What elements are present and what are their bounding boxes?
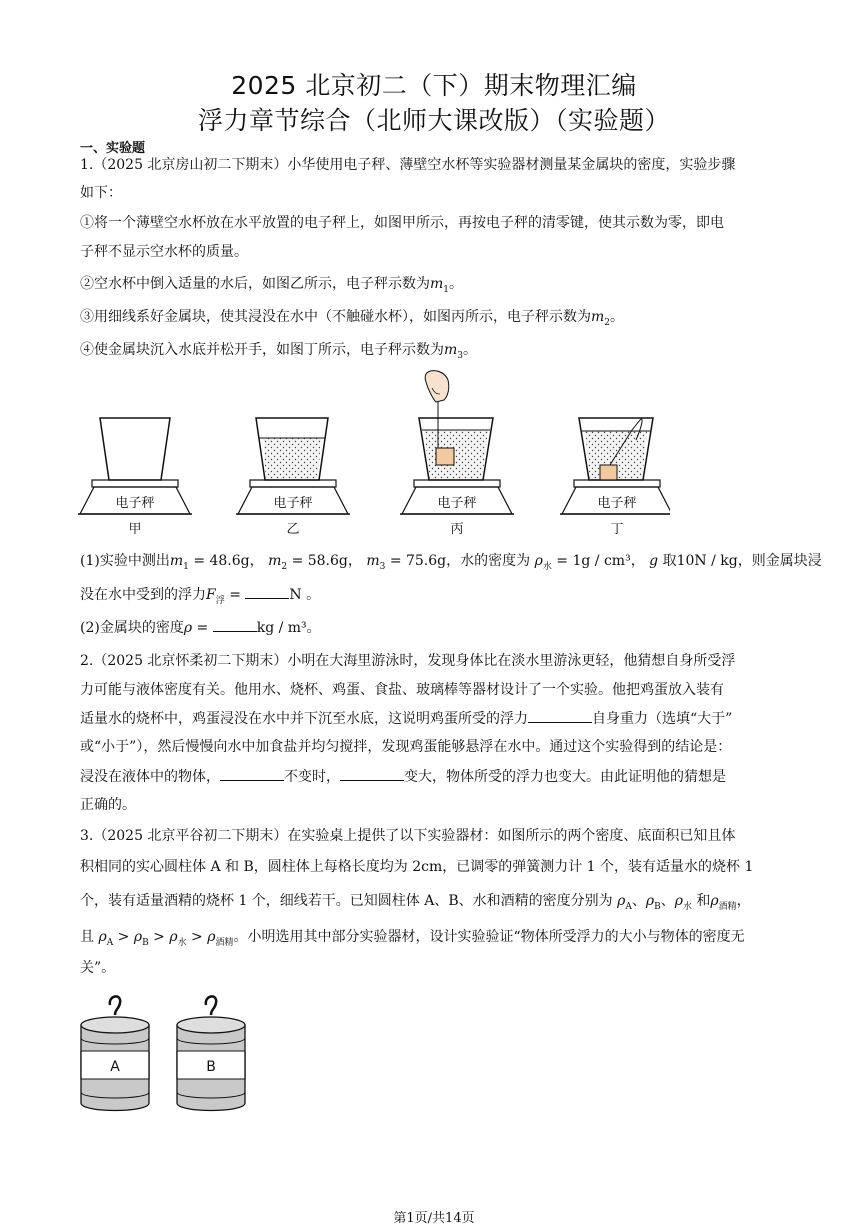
scale-yi [236, 418, 350, 537]
scale-ding [560, 418, 670, 537]
q3-line2: 积相同的实心圆柱体 A 和 B，圆柱体上每格长度均为 2cm，已调零的弹簧测力计 1 个，装有适量水的烧杯 1 [80, 859, 754, 875]
page-number: 第1页/共14页 [393, 1211, 475, 1226]
q3-line4: 且 $\rho_A > \rho_B > \rho_水 > \rho_{酒精}$。小明选用其中部分实验器材，设计实验验证“物体所受浮力的大小与物体的密度无 [80, 929, 745, 948]
caption-bing: 丙 [450, 522, 464, 537]
q1-step4: ④使金属块沉入水底并松开手，如图丁所示，电子秤示数为$m_3$。 [80, 342, 478, 361]
answer-blank[interactable] [340, 766, 404, 781]
q1-step2: ②空水杯中倒入适量的水后，如图乙所示，电子秤示数为$m_1$。 [80, 276, 464, 295]
q2-line6: 正确的。 [80, 797, 136, 813]
q2-line5: 浸没在液体中的物体， 不变时， 变大，物体所受的浮力也变大。由此证明他的猜想是 [80, 766, 726, 787]
scale-label: 电子秤 [273, 496, 313, 511]
cylinder-b [177, 996, 245, 1110]
q2-line1: 2.（2025 北京怀柔初二下期末）小明在大海里游泳时，发现身体比在淡水里游泳更轻，他猜想自身所受浮 [80, 653, 736, 669]
scale-label: 电子秤 [115, 496, 155, 511]
q1-step3: ③用细线系好金属块，使其浸没在水中（不触碰水杯），如图丙所示，电子秤示数为$m_2$。 [80, 309, 625, 328]
cylinder-label-b: B [206, 1059, 216, 1075]
page-title-line1: 2025 北京初二（下）期末物理汇编 [231, 71, 637, 100]
q3-line5: 关”。 [80, 960, 116, 976]
section-heading: 一、实验题 [80, 141, 146, 156]
answer-blank[interactable] [528, 708, 592, 723]
q1-intro-line2: 如下： [80, 185, 122, 201]
page-title-line2: 浮力章节综合（北师大课改版）（实验题） [197, 106, 670, 135]
caption-yi: 乙 [286, 522, 300, 537]
scale-bing [400, 371, 514, 537]
q1-step1-line1: ①将一个薄壁空水杯放在水平放置的电子秤上，如图甲所示，再按电子秤的清零键，使其示数为零，即电 [80, 215, 724, 231]
caption-jia: 甲 [128, 522, 142, 537]
scale-label: 电子秤 [597, 496, 637, 511]
q1-sub1-line2: 没在水中受到的浮力$F_浮 = N$ 。 [80, 584, 320, 611]
answer-blank[interactable] [220, 766, 284, 781]
answer-blank[interactable] [245, 584, 289, 599]
q1-sub2: (2)金属块的密度ρ = kg / m³。 [80, 617, 321, 638]
q3-line3: 个，装有适量酒精的烧杯 1 个，细线若干。已知圆柱体 A、B、水和酒精的密度分别为 $\rho_A$、$\rho_B$、$\rho_水$ 和$\rho_{酒精}$， [80, 893, 751, 912]
q1-sub1-line1: (1)实验中测出$m_1 = 48.6g$， $m_2 = 58.6g$， $m_3 = 75.6g$，水的密度为 $\rho_水 = 1g / cm^3$， g 取10N / kg，则金属块浸 [80, 553, 822, 572]
caption-ding: 丁 [610, 522, 624, 537]
answer-blank[interactable] [213, 617, 257, 632]
q1-figure-scales [70, 368, 670, 538]
q2-line2: 力可能与液体密度有关。他用水、烧杯、鸡蛋、食盐、玻璃棒等器材设计了一个实验。他把鸡蛋放入装有 [80, 682, 724, 698]
scale-label: 电子秤 [437, 496, 477, 511]
q2-line4: 或“小于”），然后慢慢向水中加食盐并均匀搅拌，发现鸡蛋能够悬浮在水中。通过这个实验得到的结论是： [80, 739, 732, 755]
q2-line3: 适量水的烧杯中，鸡蛋浸没在水中并下沉至水底，这说明鸡蛋所受的浮力 自身重力（选填“大于” [80, 708, 732, 729]
q1-intro-line1: 1.（2025 北京房山初二下期末）小华使用电子秤、薄壁空水杯等实验器材测量某金属块的密度，实验步骤 [80, 157, 736, 173]
cylinder-label-a: A [110, 1059, 120, 1075]
q3-figure-cylinders [72, 985, 252, 1115]
scale-jia [78, 418, 192, 537]
q3-line1: 3.（2025 北京平谷初二下期末）在实验桌上提供了以下实验器材：如图所示的两个密度、底面积已知且体 [80, 828, 736, 844]
q1-step1-line2: 子秤不显示空水杯的质量。 [80, 244, 248, 260]
cylinder-a [81, 996, 149, 1110]
